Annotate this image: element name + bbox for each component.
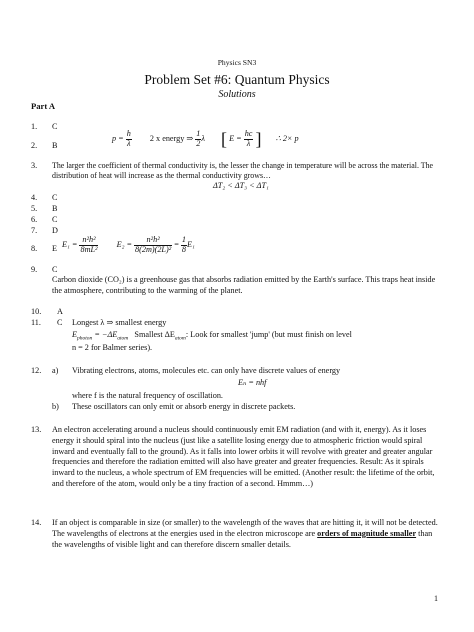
- q8-e2-end: E₁: [186, 239, 195, 249]
- q11-eq-sub: photon: [77, 335, 93, 342]
- q2-p-fraction: [126, 130, 132, 148]
- q5-number: 5.: [31, 204, 38, 213]
- q8-e1-fraction: [79, 236, 98, 254]
- q12-number: 12.: [31, 366, 42, 375]
- q8-equations: [62, 236, 195, 254]
- q12-a-label: a): [52, 366, 59, 375]
- q2-half-var: λ: [201, 133, 205, 143]
- q14-text-after: than the wavelengths of visible light and can therefore discern smaller details.: [52, 528, 433, 549]
- q4-answer: C: [52, 193, 58, 202]
- q8-e2-equals: =: [174, 239, 179, 249]
- q11-answer: C: [57, 318, 63, 327]
- q3-text: The larger the coefficient of thermal conductivity is, the lesser the change in temperature will be across the material. The distribution of heat will increase as the thermal conductivity grows…: [52, 161, 434, 181]
- q9-answer: C: [52, 265, 58, 274]
- q2-p-den: λ: [126, 138, 131, 148]
- q2-e-num: hc: [244, 129, 253, 138]
- q14-text: [52, 518, 442, 550]
- q12-a-text: Vibrating electrons, atoms, molecules etc. can only have discrete values of energy: [72, 366, 341, 375]
- q2-half-den: 2: [196, 138, 201, 148]
- q2-p-num: h: [126, 129, 131, 138]
- q12-b-text: These oscillators can only emit or absorb energy in discrete packets.: [72, 402, 296, 411]
- q2-half-num: 1: [196, 129, 201, 138]
- q10-answer: A: [57, 307, 63, 316]
- q3-number: 3.: [31, 161, 38, 170]
- q11-smallest: Smallest ΔE: [134, 330, 175, 339]
- q2-answer: B: [52, 141, 58, 150]
- q11-smallest-sub: atom: [174, 335, 186, 342]
- q10-number: 10.: [31, 307, 42, 316]
- q8-e2-num: n²h²: [134, 236, 172, 246]
- page-subtitle: Solutions: [218, 89, 256, 100]
- q8-e2-den: 8(2m)(2L)²: [135, 244, 172, 254]
- q6-answer: C: [52, 215, 58, 224]
- q8-answer: E: [52, 244, 58, 253]
- q8-e1-lhs: E₁ =: [62, 239, 78, 249]
- q2-e-lhs: E =: [229, 133, 242, 143]
- q8-e2-lhs: E₂ =: [116, 239, 132, 249]
- q9-text: Carbon dioxide (CO₂) is a greenhouse gas that absorbs radiation emitted by the Earth's surface. This traps heat inside the atmosphere, contributing to the warming of the planet.: [52, 275, 436, 295]
- q8-e2-fraction: [134, 236, 172, 254]
- part-heading: Part A: [31, 101, 56, 111]
- q11-line3: n = 2 for Balmer series).: [72, 343, 153, 352]
- q12-equation: Eₙ = nhf: [238, 378, 267, 387]
- q2-number: 2.: [31, 141, 38, 150]
- q14-emphasis: orders of magnitude smaller: [317, 528, 417, 538]
- q7-number: 7.: [31, 226, 38, 235]
- page-number: 1: [434, 594, 438, 603]
- q9-number: 9.: [31, 265, 38, 274]
- q6-number: 6.: [31, 215, 38, 224]
- q2-e-fraction: [244, 130, 254, 148]
- q3-inequality: ΔT₂ < ΔT₃ < ΔT₁: [213, 181, 269, 190]
- q1-number: 1.: [31, 122, 38, 131]
- q2-equations: [112, 130, 299, 148]
- q11-eq-e: E: [72, 330, 78, 339]
- q8-eighth-num: 1: [181, 235, 186, 244]
- q8-e1-num: n²h²: [79, 236, 98, 246]
- q11-eq-mid: = −ΔE: [92, 330, 118, 339]
- q11-line2-end: : Look for smallest 'jump' (but must finish on level: [185, 330, 352, 339]
- q1-answer: C: [52, 122, 58, 131]
- course-name: Physics SN3: [217, 58, 257, 67]
- q2-energy-text: 2 x energy ⇒: [149, 133, 194, 143]
- q7-answer: D: [52, 226, 58, 235]
- q11-line2: [72, 330, 352, 343]
- q2-right-bracket: ]: [255, 129, 262, 150]
- q5-answer: B: [52, 204, 58, 213]
- q11-number: 11.: [31, 318, 41, 327]
- q12-a-text2: where f is the natural frequency of oscillation.: [72, 391, 223, 400]
- q14-number: 14.: [31, 518, 42, 527]
- page-title: Problem Set #6: Quantum Physics: [144, 72, 330, 87]
- q11-eq-sub2: atom: [117, 335, 129, 342]
- q2-e-den: λ: [246, 138, 251, 148]
- q8-e1-den: 8mL²: [80, 244, 98, 254]
- q13-text: An electron accelerating around a nucleus should continuously emit EM radiation (and with it, energy). As it loses energy it should spiral into the nucleus (just like a satellite losing energy due to atmospheric friction would spiral inward and eventually fall to the ground). As it falls into lower orbits it will revolve with greater and greater angular frequencies and therefore the radiation emitted will also have greater and greater frequencies. Result: As it spirals inward to the nucleus, a whole spectrum of EM frequencies will be emitted. (Another result: the lifetime of the orbit, and therefore of the atom, would only be a tiny fraction of a second. Hmmm…): [52, 425, 435, 489]
- q13-number: 13.: [31, 425, 42, 434]
- q8-eighth-den: 8: [181, 244, 186, 254]
- q8-number: 8.: [31, 244, 38, 253]
- q12-b-label: b): [52, 402, 59, 411]
- q11-line1: Longest λ ⇒ smallest energy: [72, 318, 167, 327]
- q14-text-before: If an object is comparable in size (or smaller) to the wavelength of the waves that are hitting it, it will not be detected. The wavelengths of electrons at the energies used in the electron microscope are: [52, 518, 438, 538]
- q2-therefore: ∴ 2× p: [275, 133, 299, 143]
- q2-left-bracket: [: [221, 129, 228, 150]
- q4-number: 4.: [31, 193, 38, 202]
- q2-p-lhs: p =: [112, 133, 124, 143]
